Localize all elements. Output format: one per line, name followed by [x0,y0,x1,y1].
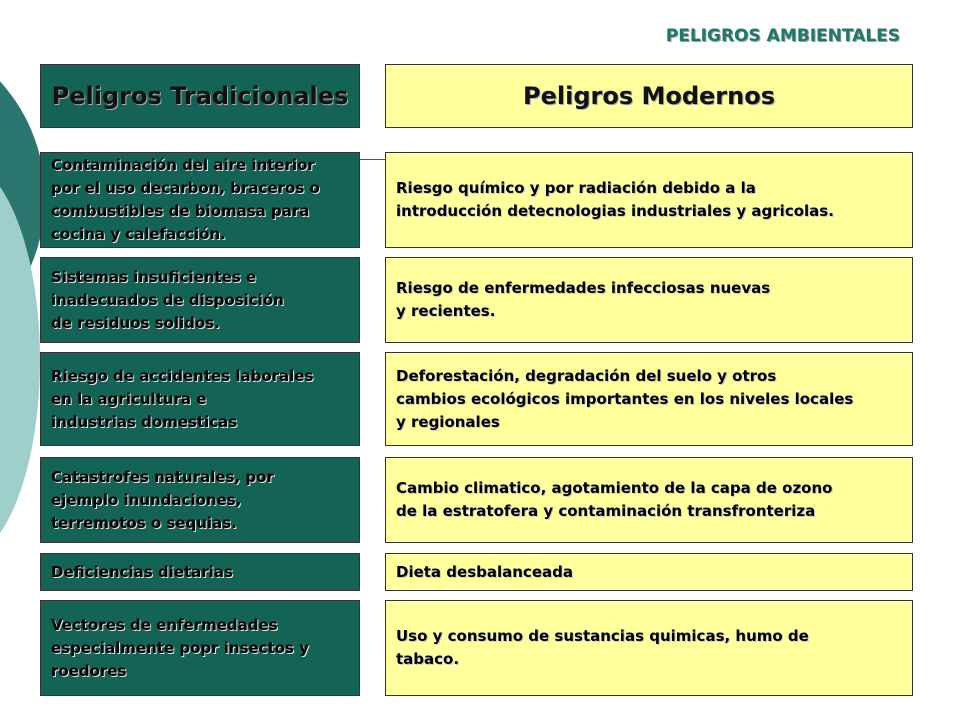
connector-line [360,159,385,160]
header-modern [385,64,913,128]
modern-hazard-3: Deforestación, degradación del suelo y otros cambios ecológicos importantes en los niveles locales y regionales [385,352,913,446]
modern-hazard-6: Uso y consumo de sustancias quimicas, humo de tabaco. [385,600,913,696]
traditional-hazard-4: Catastrofes naturales, por ejemplo inundaciones, terremotos o sequias. [40,457,360,543]
traditional-hazard-6: Vectores de enfermedades especialmente popr insectos y roedores [40,600,360,696]
modern-hazard-4: Cambio climatico, agotamiento de la capa de ozono de la estratofera y contaminación transfronteriza [385,457,913,543]
traditional-hazard-5: Deficiencias dietarias [40,553,360,591]
traditional-hazard-3: Riesgo de accidentes laborales en la agricultura e industrias domesticas [40,352,360,446]
header-traditional [40,64,360,128]
header-traditional-label: Peligros Tradicionales [51,82,349,110]
modern-hazard-5: Dieta desbalanceada [385,553,913,591]
modern-hazard-2: Riesgo de enfermedades infecciosas nuevas y recientes. [385,257,913,343]
page-title: PELIGROS AMBIENTALES [665,26,900,46]
traditional-hazard-1: Contaminación del aire interior por el uso decarbon, braceros o combustibles de biomasa para cocina y calefacción. [40,152,360,248]
traditional-hazard-2: Sistemas insuficientes e inadecuados de disposición de residuos solidos. [40,257,360,343]
modern-hazard-1: Riesgo químico y por radiación debido a la introducción detecnologias industriales y agricolas. [385,152,913,248]
header-modern-label: Peligros Modernos [523,82,775,110]
